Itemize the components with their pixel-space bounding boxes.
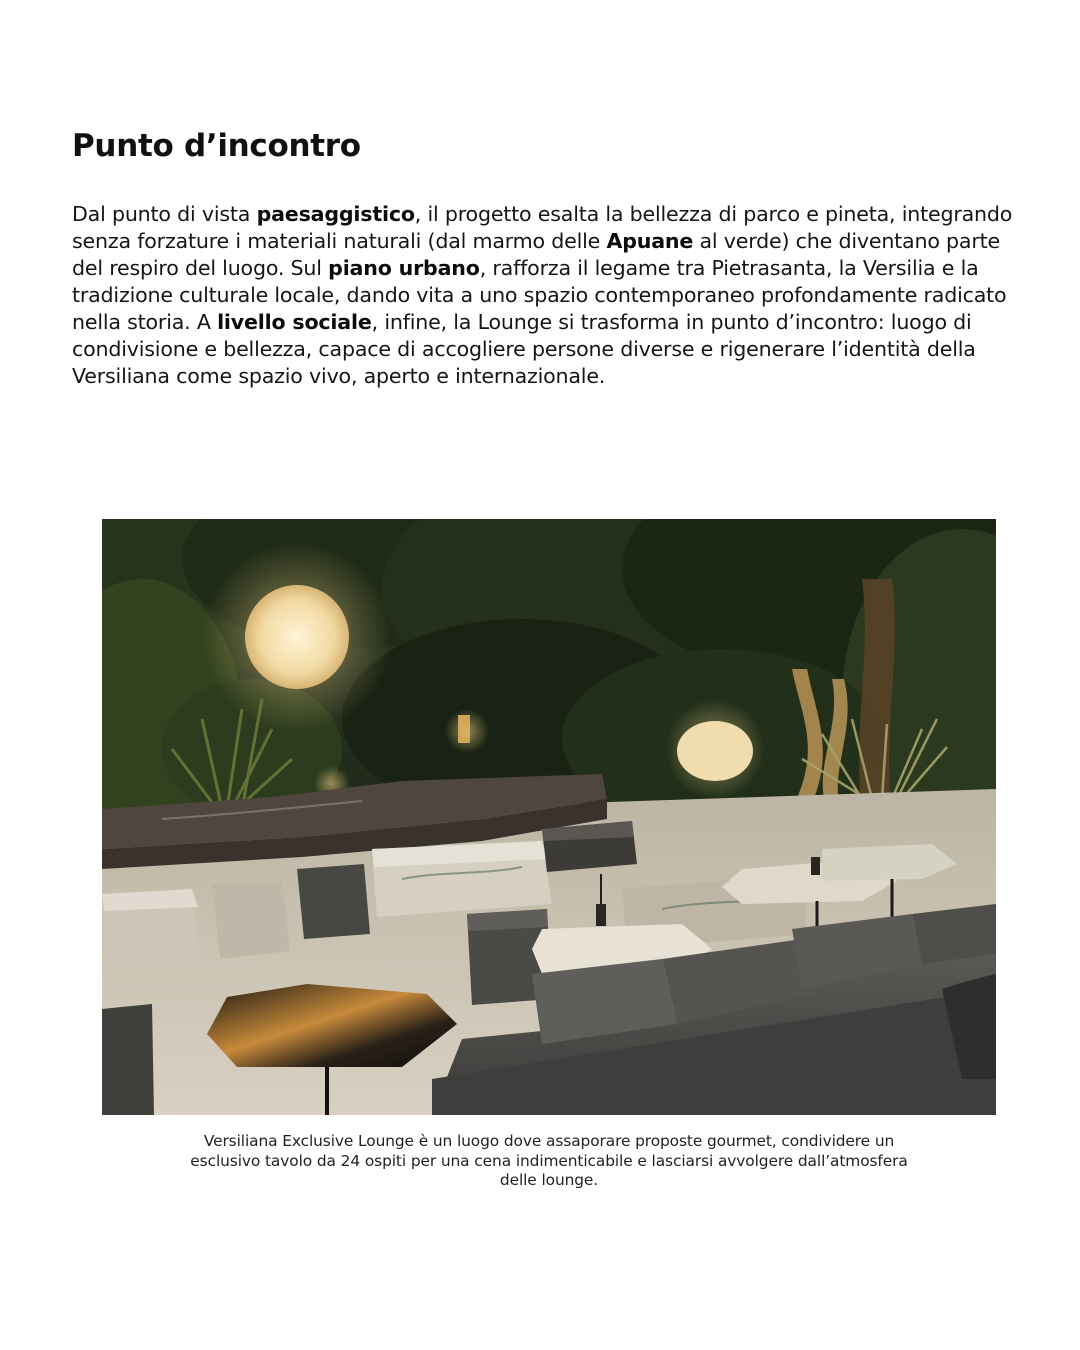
photo-lounge-garden-icon: [102, 519, 996, 1115]
text-run: , rafforza il legame tra Pietrasanta, la Versilia e la tradizione culturale locale, dando vita a uno spazio contemporaneo profondamente radicato nella storia. A: [72, 256, 1007, 334]
text-run: Dal punto di vista: [72, 202, 257, 226]
body-paragraph: [72, 201, 1032, 390]
text-run: , infine, la Lounge si trasforma in punto d’incontro: luogo di condivisione e bellezza, capace di accogliere persone diverse e rigenerare l’identità della Versiliana come spazio vivo, aperto e internazionale.: [72, 310, 976, 388]
text-run-bold: piano urbano: [328, 256, 480, 280]
text-run-bold: Apuane: [606, 229, 694, 253]
text-run-bold: livello sociale: [217, 310, 372, 334]
text-run: al verde) che diventano parte del respiro del luogo. Sul: [72, 229, 1000, 280]
photo-caption: Versiliana Exclusive Lounge è un luogo dove assaporare proposte gourmet, condividere un esclusivo tavolo da 24 ospiti per una cena indimenticabile e lasciarsi avvolgere dall’atmosfera delle lounge.: [190, 1132, 908, 1189]
lounge-photo: [102, 519, 996, 1115]
text-run: , il progetto esalta la bellezza di parco e pineta, integrando senza forzature i materiali naturali (dal marmo delle: [72, 202, 1013, 253]
page-title: Punto d’incontro: [72, 128, 361, 164]
text-run-bold: paesaggistico: [256, 202, 415, 226]
